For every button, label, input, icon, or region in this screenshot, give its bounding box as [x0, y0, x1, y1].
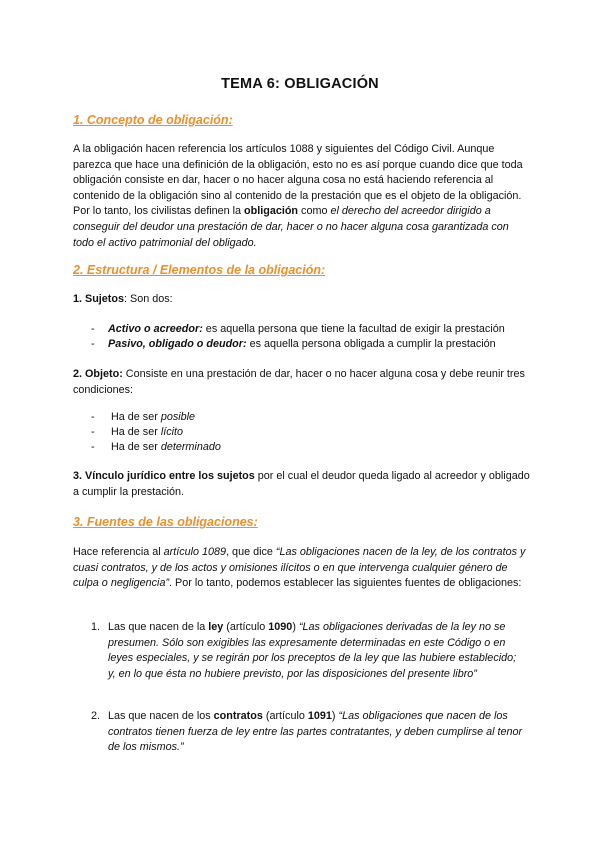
text-run: , que dice	[226, 546, 276, 558]
list-item-activo	[108, 322, 505, 338]
sujetos-text: : Son dos:	[124, 293, 173, 305]
term-activo-desc: es aquella persona que tiene la facultad de exigir la prestación	[202, 323, 505, 335]
term-pasivo-desc: es aquella persona obligada a cumplir la prestación	[246, 338, 496, 350]
vinculo-text: por el cual el deudor queda ligado al acreedor y obligado a cumplir la prestación.	[73, 470, 530, 498]
text-run: . Por lo tanto, podemos establecer las siguientes fuentes de obligaciones:	[169, 577, 522, 590]
article-number: 1091	[307, 710, 332, 722]
text-run: Las que nacen de la	[108, 621, 209, 633]
list-bullet: -	[91, 441, 95, 453]
text-run: )	[292, 621, 299, 633]
text-run: Hace referencia al	[73, 546, 164, 558]
fuente-item-ley	[108, 620, 526, 682]
term-activo: Activo o acreedor:	[108, 323, 203, 335]
article-number: 1090	[268, 621, 293, 633]
text-run: )	[331, 710, 339, 722]
condicion-word: lícito	[160, 426, 184, 438]
list-bullet: -	[91, 411, 95, 423]
objeto-label: 2. Objeto:	[73, 368, 123, 380]
italic-definition: el derecho del acreedor dirigido a conseguir del deudor una prestación de dar, hacer o no hacer alguna cosa garantizada con todo el activo patrimonial del obligado.	[73, 205, 509, 249]
bold-term: ley	[208, 621, 224, 633]
vinculo-paragraph	[73, 469, 531, 500]
list-bullet: -	[91, 426, 95, 438]
section-heading-fuentes: 3. Fuentes de las obligaciones:	[73, 515, 258, 529]
condicion-word: posible	[160, 411, 196, 423]
condicion-prefix: Ha de ser	[111, 441, 161, 453]
bold-term: obligación	[244, 205, 299, 218]
list-item-pasivo	[108, 337, 496, 353]
sujetos-label: 1. Sujetos	[73, 293, 125, 305]
fuentes-intro	[73, 545, 531, 592]
list-number: 2.	[91, 710, 101, 722]
list-number: 1.	[91, 621, 101, 633]
bold-term: contratos	[213, 710, 263, 722]
page-title: TEMA 6: OBLIGACIÓN	[221, 76, 379, 92]
condicion-item	[111, 425, 183, 441]
fuente-item-contratos	[108, 709, 526, 756]
condicion-prefix: Ha de ser	[111, 426, 161, 438]
text-run: (artículo	[223, 621, 269, 633]
quote: “Las obligaciones nacen de la ley, de los contratos y cuasi contratos, y de los actos y omisiones ilícitos o en que intervenga cualquier género de culpa o negligencia”	[73, 546, 526, 590]
article-ref: artículo 1089	[163, 546, 227, 558]
condicion-item	[111, 440, 221, 456]
section-heading-estructura: 2. Estructura / Elementos de la obligación:	[73, 263, 326, 277]
term-pasivo: Pasivo, obligado o deudor:	[108, 338, 247, 350]
condicion-word: determinado	[160, 441, 221, 453]
vinculo-label: 3. Vínculo jurídico entre los sujetos	[73, 470, 255, 482]
list-bullet: -	[91, 323, 95, 335]
sujetos-line	[73, 292, 531, 308]
condicion-prefix: Ha de ser	[111, 411, 161, 423]
text-run: como	[298, 205, 331, 218]
section-heading-concepto: 1. Concepto de obligación:	[73, 113, 233, 127]
quote: “Las obligaciones derivadas de la ley no se presumen. Sólo son exigibles las expresamente determinadas en este Código o en leyes especiales, y se regirán por los preceptos de la ley que las hubiere establecido; y, en lo que ésta no hubiere previsto, por las disposiciones del presente libro”	[108, 621, 517, 680]
objeto-text: Consiste en una prestación de dar, hacer o no hacer alguna cosa y debe reunir tres condiciones:	[73, 368, 525, 396]
list-bullet: -	[91, 338, 95, 350]
paragraph-concepto	[73, 142, 531, 251]
text-run: Las que nacen de los	[108, 710, 214, 722]
text-run: A la obligación hacen referencia los artículos 1088 y siguientes del Código Civil. Aunque parezca que hace una definición de la obligación, esto no es así porque cuando dice que toda obligación consiste en dar, hacer o no hacer alguna cosa no está haciendo referencia al contenido de la obligación sino al contenido de la prestación que es el objeto de la obligación. Por lo tanto, los civilistas definen la	[73, 143, 523, 218]
condicion-item	[111, 410, 195, 426]
text-run: (artículo	[262, 710, 308, 722]
quote: “Las obligaciones que nacen de los contratos tienen fuerza de ley entre las partes contratantes, y deben cumplirse al tenor de los mismos.”	[108, 710, 523, 754]
objeto-paragraph	[73, 367, 531, 398]
